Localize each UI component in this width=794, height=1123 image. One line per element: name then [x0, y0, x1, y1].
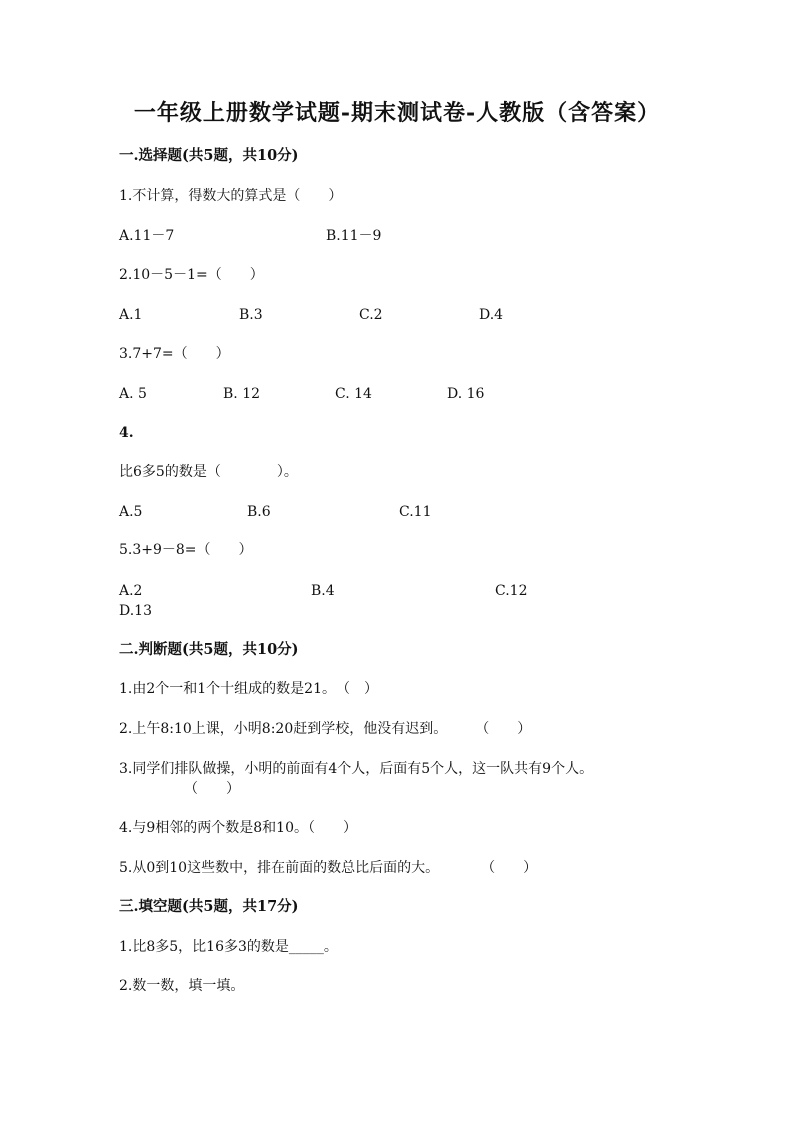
question-stem: 5.从0到10这些数中，排在前面的数总比后面的大。 （ ） [119, 860, 538, 876]
option-b: B.6 [247, 504, 271, 520]
option-c: C.12 [495, 583, 528, 599]
option-a: A.11－7 [119, 228, 175, 244]
question-stem: 比6多5的数是（ ）。 [119, 464, 298, 480]
question-stem: 1.比8多5，比16多3的数是_____。 [119, 939, 338, 955]
question-stem: 1.不计算，得数大的算式是（ ） [119, 188, 343, 204]
option-a: A.1 [119, 307, 143, 323]
answer-bracket: （ ） [184, 781, 240, 797]
option-c: C. 14 [335, 386, 372, 402]
option-b: B.3 [239, 307, 263, 323]
option-b: B.4 [311, 583, 335, 599]
option-d: D.13 [119, 603, 152, 619]
section-heading-judgement: 二.判断题(共5题，共10分) [119, 641, 299, 658]
question-stem: 3.同学们排队做操，小明的前面有4个人，后面有5个人，这一队共有9个人。 [119, 761, 594, 777]
question-stem: 3.7+7=（ ） [119, 346, 230, 362]
page-title: 一年级上册数学试题-期末测试卷-人教版（含答案） [133, 100, 661, 126]
option-c: C.2 [359, 307, 383, 323]
question-stem: 1.由2个一和1个十组成的数是21。 （ ） [119, 681, 378, 697]
option-b: B. 12 [223, 386, 261, 402]
option-a: A. 5 [119, 386, 147, 402]
question-number: 4. [119, 425, 134, 441]
question-stem: 2.上午8:10上课，小明8:20赶到学校，他没有迟到。 （ ） [119, 721, 532, 737]
question-stem: 4.与9相邻的两个数是8和10。（ ） [119, 820, 357, 836]
option-c: C.11 [399, 504, 432, 520]
option-d: D. 16 [447, 386, 485, 402]
option-d: D.4 [479, 307, 504, 323]
section-heading-fill-in: 三.填空题(共5题，共17分) [119, 898, 299, 915]
section-heading-choice: 一.选择题(共5题，共10分) [119, 147, 299, 164]
question-stem: 5.3+9－8=（ ） [119, 542, 253, 558]
option-a: A.5 [119, 504, 143, 520]
option-a: A.2 [119, 583, 143, 599]
question-stem: 2.数一数，填一填。 [119, 978, 245, 994]
question-stem: 2.10－5－1=（ ） [119, 267, 264, 283]
option-b: B.11－9 [326, 228, 382, 244]
